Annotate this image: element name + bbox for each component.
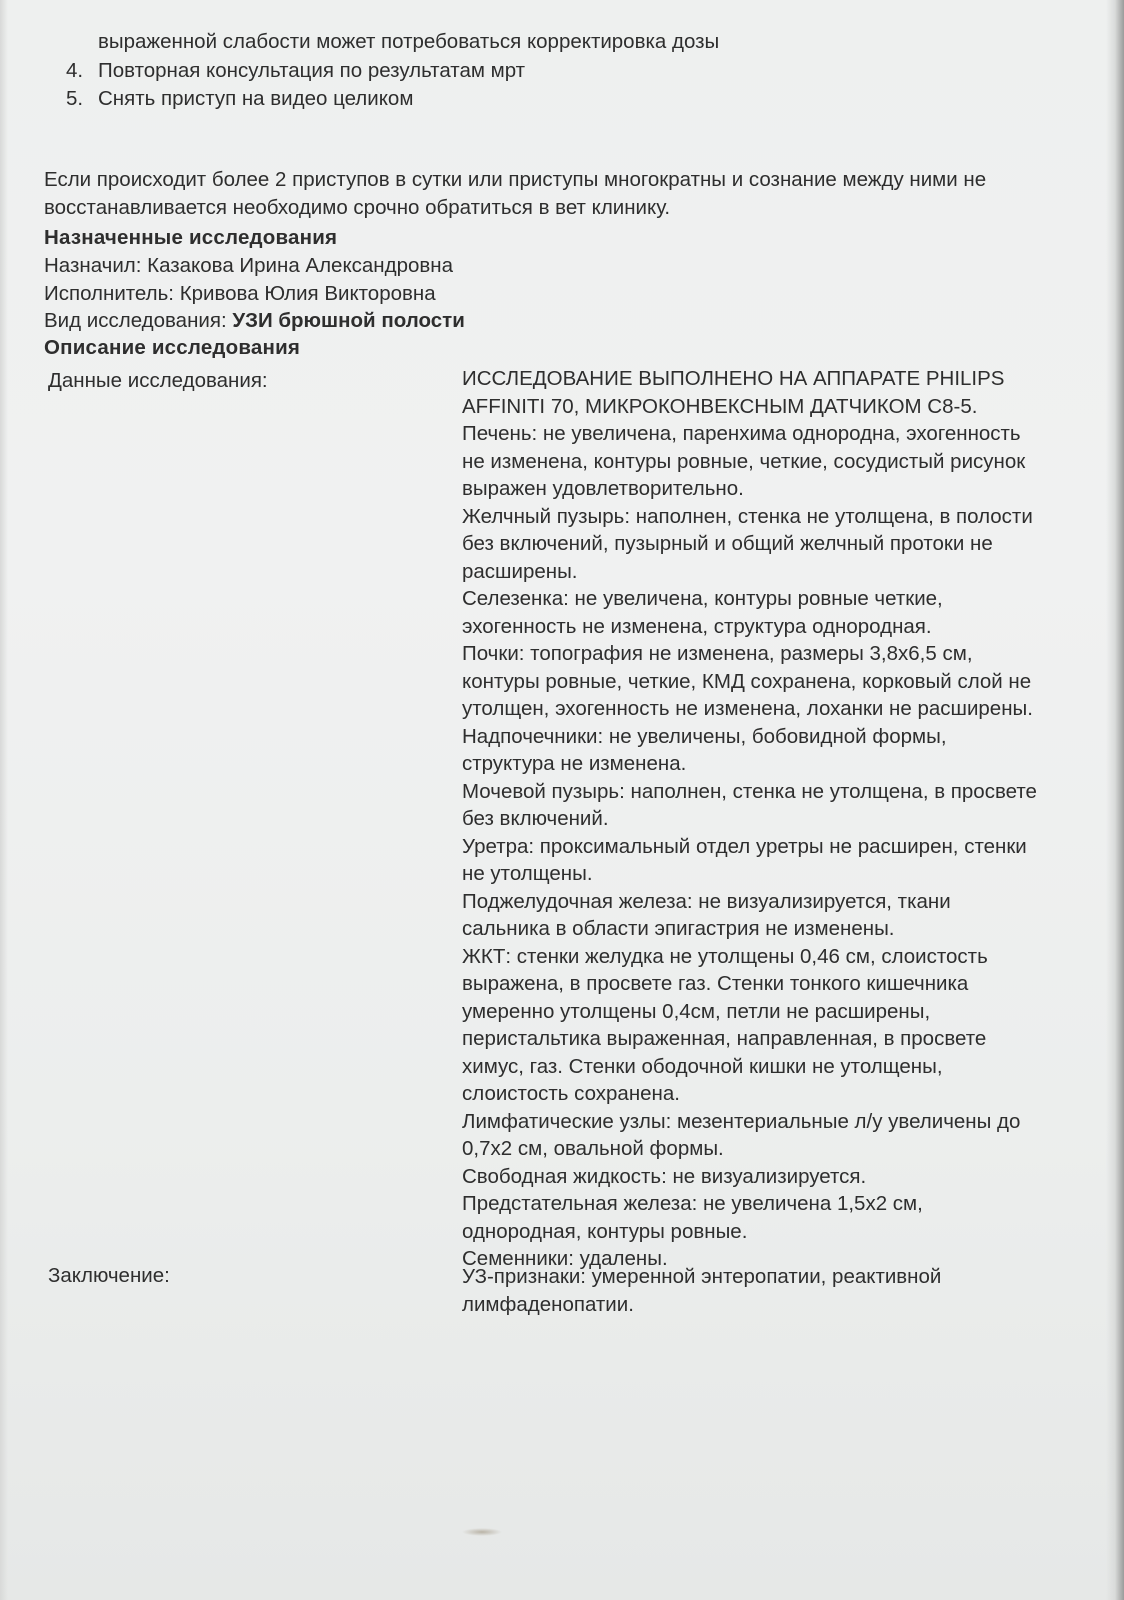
findings-line: 0,7х2 см, овальной формы.: [462, 1137, 724, 1160]
findings-line: Свободная жидкость: не визуализируется.: [462, 1164, 867, 1188]
findings-line: Надпочечники: не увеличены, бобовидной формы,: [462, 724, 947, 748]
conclusion-line: УЗ-признаки: умеренной энтеропатии, реактивной: [462, 1265, 942, 1288]
study-data-label: Данные исследования:: [48, 369, 268, 392]
list-item-number: 5.: [66, 87, 84, 110]
findings-line: Почки: топография не изменена, размеры 3,8х6,5 см,: [462, 642, 973, 665]
findings-line: выражен удовлетворительно.: [462, 477, 744, 500]
performer-row: [44, 280, 436, 308]
study-findings: [462, 365, 1090, 1273]
list-item-text: Снять приступ на видео целиком: [98, 87, 414, 110]
ordered-by-row: [44, 252, 453, 280]
findings-line: Семенники: удалены.: [462, 1247, 668, 1270]
conclusion-label: Заключение:: [48, 1264, 170, 1287]
findings-line: без включений.: [462, 807, 609, 830]
findings-line: контуры ровные, четкие, КМД сохранена, корковый слой не: [462, 669, 1032, 693]
findings-line: слоистость сохранена.: [462, 1082, 680, 1105]
paper-edge-left: [0, 0, 8, 1600]
findings-line: выражена, в просвете газ. Стенки тонкого кишечника: [462, 972, 969, 995]
paper-edge-right: [1106, 0, 1124, 1600]
findings-line: Поджелудочная железа: не визуализируется, ткани: [462, 889, 951, 913]
section-title-assigned: Назначенные исследования: [44, 226, 338, 249]
findings-line: Желчный пузырь: наполнен, стенка не утолщена, в полости: [462, 504, 1033, 528]
findings-line: структура не изменена.: [462, 752, 687, 775]
findings-line: не изменена, контуры ровные, четкие, сосудистый рисунок: [462, 449, 1026, 473]
findings-line: ИССЛЕДОВАНИЕ ВЫПОЛНЕНО НА АППАРАТЕ PHILIPS: [462, 367, 1005, 390]
findings-line: Предстательная железа: не увеличена 1,5х2 см,: [462, 1192, 923, 1215]
findings-line: сальника в области эпигастрия не изменены.: [462, 917, 895, 940]
findings-line: утолщен, эхогенность не изменена, лоханки не расширены.: [462, 697, 1033, 720]
list-item-number: 4.: [66, 59, 84, 82]
findings-line: Уретра: проксимальный отдел уретры не расширен, стенки: [462, 834, 1027, 858]
study-type-label: Вид исследования:: [44, 309, 227, 332]
urgent-warning: [44, 166, 1084, 221]
findings-line: однородная, контуры ровные.: [462, 1219, 748, 1243]
findings-line: умеренно утолщены 0,4см, петли не расширены,: [462, 999, 931, 1023]
recommendations-list: [66, 57, 525, 113]
findings-line: перистальтика выраженная, направленная, в просвете: [462, 1027, 987, 1050]
findings-line: Селезенка: не увеличена, контуры ровные четкие,: [462, 587, 943, 610]
findings-line: не утолщены.: [462, 862, 593, 885]
findings-line: ЖКТ: стенки желудка не утолщены 0,46 см, слоистость: [462, 944, 988, 968]
findings-line: расширены.: [462, 559, 578, 583]
study-type-value: УЗИ брюшной полости: [232, 309, 465, 332]
findings-line: Печень: не увеличена, паренхима однородна, эхогенность: [462, 422, 1021, 445]
section-title-description: Описание исследования: [44, 336, 301, 359]
findings-line: эхогенность не изменена, структура однородная.: [462, 614, 932, 638]
findings-line: без включений, пузырный и общий желчный протоки не: [462, 532, 993, 555]
conclusion-line: лимфаденопатии.: [462, 1292, 634, 1316]
list-item: [66, 85, 525, 113]
warning-line: Если происходит более 2 приступов в сутки или приступы многократны и сознание между ними не: [44, 168, 987, 191]
findings-line: химус, газ. Стенки ободочной кишки не утолщены,: [462, 1054, 943, 1078]
continuation-text: выраженной слабости может потребоваться корректировка дозы: [98, 30, 720, 53]
findings-line: AFFINITI 70, МИКРОКОНВЕКСНЫМ ДАТЧИКОМ С8-5.: [462, 394, 978, 418]
paper-smudge: [462, 1528, 502, 1536]
list-item-text: Повторная консультация по результатам мрт: [98, 59, 526, 82]
conclusion-text: [462, 1263, 1090, 1318]
findings-line: Лимфатические узлы: мезентериальные л/у увеличены до: [462, 1109, 1021, 1133]
findings-line: Мочевой пузырь: наполнен, стенка не утолщена, в просвете: [462, 779, 1037, 803]
performer-value: Кривова Юлия Викторовна: [179, 282, 436, 305]
ordered-by-value: Казакова Ирина Александровна: [147, 254, 453, 277]
list-item: [66, 57, 525, 85]
performer-label: Исполнитель:: [44, 282, 174, 305]
study-type-row: [44, 307, 465, 335]
ordered-by-label: Назначил:: [44, 254, 142, 277]
warning-line: восстанавливается необходимо срочно обратиться в вет клинику.: [44, 195, 671, 219]
